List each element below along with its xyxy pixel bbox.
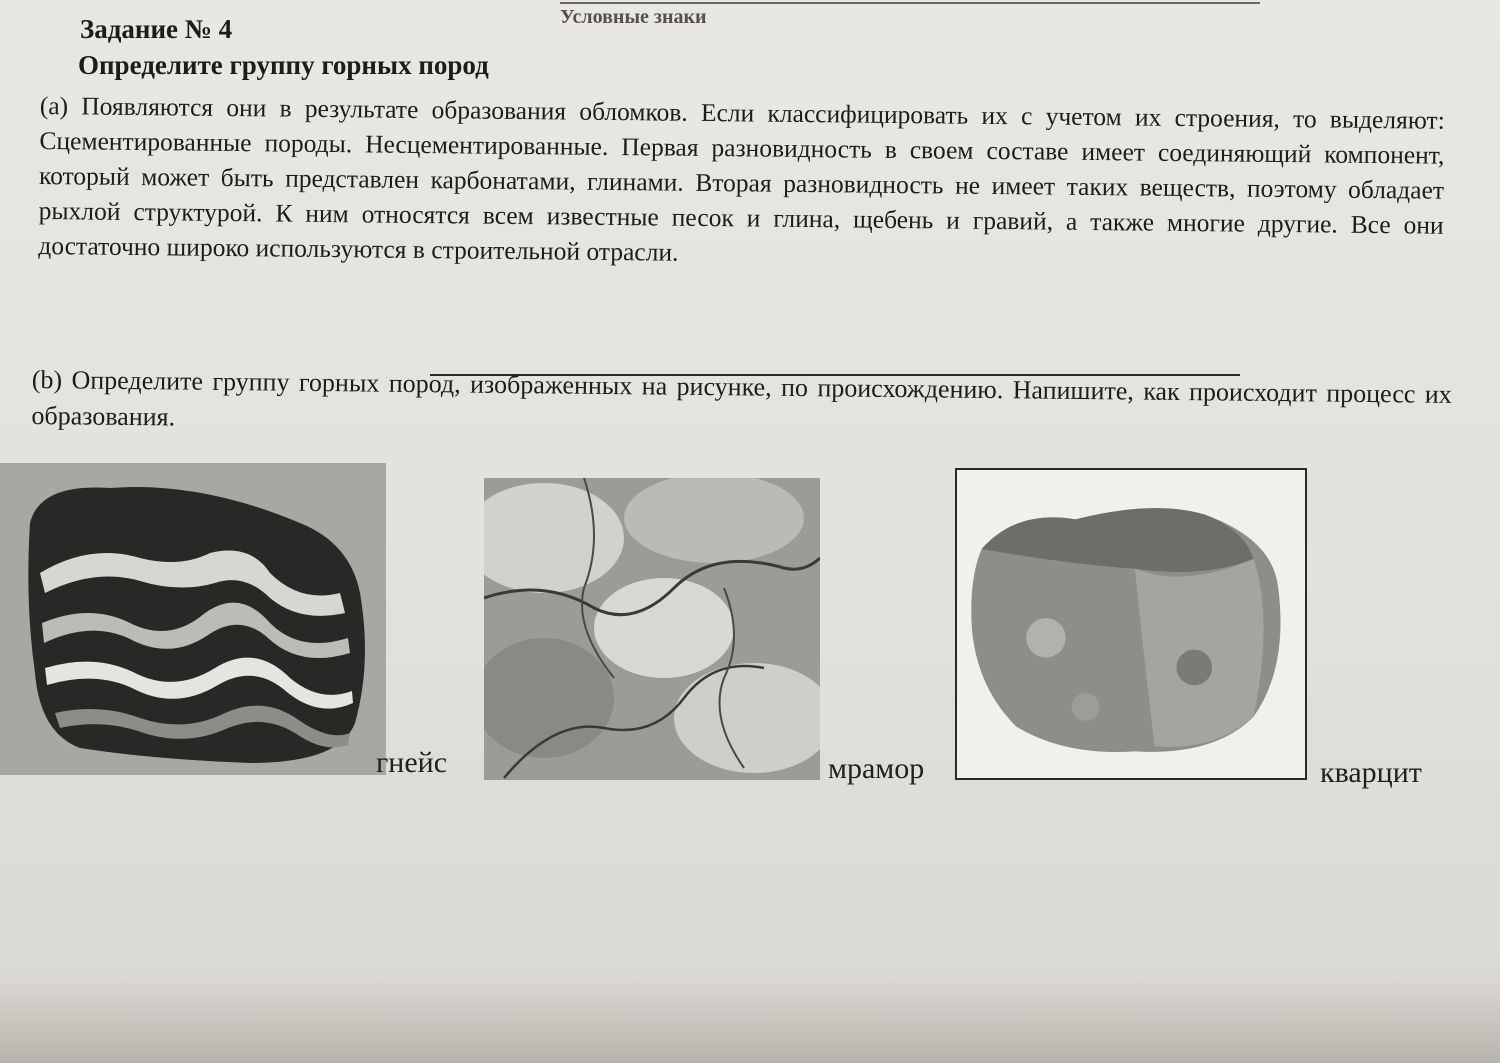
page-bottom-shadow <box>0 973 1500 1063</box>
gneiss-label: гнейс <box>376 746 448 779</box>
header-rule <box>560 2 1260 4</box>
marble-label: мрамор <box>828 752 925 785</box>
marble-figure <box>484 478 820 780</box>
quartzite-label: кварцит <box>1320 756 1422 789</box>
part-b-text: (b) Определите группу горных пород, изображенных на рисунке, по происхождению. Напишите, как происходит процесс их образования. <box>31 364 1452 432</box>
banded-rock-photo-icon <box>0 463 386 775</box>
block-rock-photo-icon <box>957 470 1305 778</box>
legend-caption: Условные знаки <box>560 6 707 28</box>
part-a-text: (a) Появляются они в результате образования обломков. Если классифицировать их с учетом их строения, то выделяют: Сцементированные породы. Несцементированные. Первая разновидность в своем составе имеет соединяющий компонент, который может быть представлен карбонатами, глинами. Вторая разновидность не имеет таких веществ, поэтому обладает рыхлой структурой. К ним относятся всем известные песок и глина, щебень и гравий, а также многие другие. Все они достаточно широко используются в строительной отрасли. <box>38 90 1445 267</box>
quartzite-figure <box>955 468 1307 780</box>
task-number: Задание № 4 <box>80 14 233 44</box>
veined-rock-photo-icon <box>484 478 820 780</box>
gneiss-figure <box>0 463 386 775</box>
task-heading: Определите группу горных пород <box>78 50 489 80</box>
